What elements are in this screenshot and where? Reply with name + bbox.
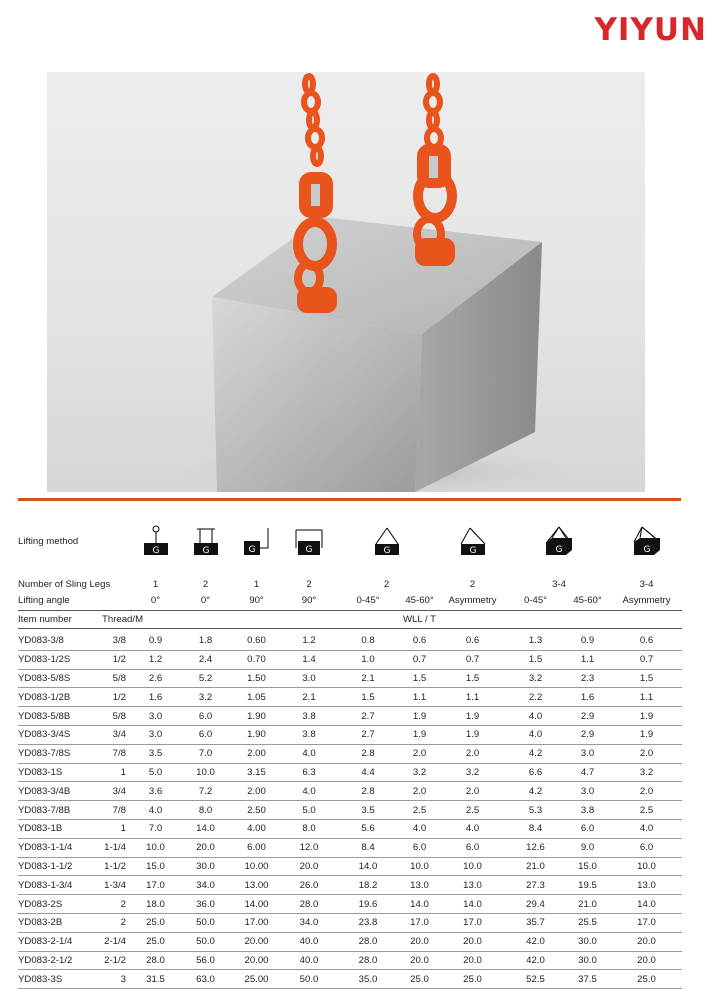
wll-cell: 42.0 (507, 932, 564, 951)
wll-cell: 4.7 (564, 763, 611, 782)
thread-cell: 7/8 (102, 744, 130, 763)
wll-cell: 3.8 (564, 801, 611, 820)
wll-cell: 17.0 (401, 913, 438, 932)
table-row (18, 819, 682, 838)
wll-cell: 1.9 (438, 725, 507, 744)
wll-cell: 50.0 (283, 970, 335, 989)
wll-cell: 19.5 (564, 876, 611, 895)
lifting-angle-value: Asymmetry (622, 594, 671, 606)
svg-text:G: G (383, 546, 391, 556)
item-number-cell: YD083-2-1/2 (18, 951, 102, 970)
thread-cell: 1-3/4 (102, 876, 130, 895)
table-row (18, 763, 682, 782)
lifting-method-label: Lifting method (18, 535, 79, 547)
wll-cell: 1.5 (335, 688, 401, 707)
sling-legs-value: 3-4 (552, 579, 566, 590)
section-divider (18, 498, 681, 501)
wll-cell: 6.0 (401, 838, 438, 857)
wll-cell: 15.0 (130, 857, 181, 876)
wll-cell: 25.0 (130, 913, 181, 932)
wll-cell: 1.4 (283, 650, 335, 669)
wll-cell: 1.9 (611, 725, 682, 744)
wll-cell: 1.9 (611, 707, 682, 726)
lifting-angle-label: Lifting angle (18, 594, 70, 606)
sling-legs-row (18, 570, 682, 590)
wll-cell: 19.6 (335, 895, 401, 914)
wll-cell: 8.0 (283, 819, 335, 838)
item-number-cell: YD083-3S (18, 970, 102, 989)
wll-cell: 2.7 (335, 725, 401, 744)
wll-cell: 40.0 (283, 951, 335, 970)
item-number-header: Item number (18, 611, 102, 629)
item-number-cell: YD083-3/4S (18, 725, 102, 744)
table-row (18, 744, 682, 763)
table-row (18, 951, 682, 970)
wll-cell: 3.2 (401, 763, 438, 782)
wll-cell: 0.6 (611, 632, 682, 650)
item-number-cell: YD083-3/4B (18, 782, 102, 801)
thread-cell: 2 (102, 913, 130, 932)
wll-cell: 6.3 (283, 763, 335, 782)
lifting-angle-value: 0-45° (356, 594, 380, 606)
wll-cell: 0.8 (335, 632, 401, 650)
thread-cell: 1/2 (102, 688, 130, 707)
wll-cell: 1.9 (401, 707, 438, 726)
wll-cell: 3.8 (283, 707, 335, 726)
brand-logo: YIYUN (594, 12, 707, 48)
table-row (18, 707, 682, 726)
wll-cell: 3.2 (611, 763, 682, 782)
thread-cell: 1-1/2 (102, 857, 130, 876)
item-number-cell: YD083-7/8S (18, 744, 102, 763)
wll-cell: 8.0 (181, 801, 230, 820)
wll-cell: 10.00 (230, 857, 283, 876)
wll-cell: 13.00 (230, 876, 283, 895)
wll-cell: 4.0 (283, 782, 335, 801)
wll-cell: 4.00 (230, 819, 283, 838)
two-leg-asymmetry-icon (438, 512, 507, 570)
sling-legs-value: 1 (152, 579, 159, 590)
table-row (18, 913, 682, 932)
wll-cell: 3.0 (564, 744, 611, 763)
wll-cell: 20.0 (611, 951, 682, 970)
wll-cell: 3.0 (130, 707, 181, 726)
wll-cell: 12.6 (507, 838, 564, 857)
wll-cell: 5.3 (507, 801, 564, 820)
wll-cell: 25.00 (230, 970, 283, 989)
wll-cell: 4.0 (507, 725, 564, 744)
thread-cell: 3/4 (102, 725, 130, 744)
table-row (18, 857, 682, 876)
item-number-cell: YD083-1/2S (18, 650, 102, 669)
table-row (18, 725, 682, 744)
wll-cell: 50.0 (181, 913, 230, 932)
wll-cell: 20.0 (438, 951, 507, 970)
thread-cell: 5/8 (102, 707, 130, 726)
wll-cell: 14.0 (181, 819, 230, 838)
wll-cell: 14.00 (230, 895, 283, 914)
wll-cell: 17.0 (438, 913, 507, 932)
wll-cell: 21.0 (507, 857, 564, 876)
thread-cell: 1/2 (102, 650, 130, 669)
lifting-angle-value: 45-60° (573, 594, 602, 606)
wll-cell: 2.8 (335, 782, 401, 801)
wll-cell: 4.2 (507, 744, 564, 763)
lifting-angle-value: Asymmetry (448, 594, 497, 606)
sling-legs-value: 2 (202, 579, 209, 590)
thread-header: Thread/M (102, 611, 181, 629)
item-number-cell: YD083-2B (18, 913, 102, 932)
thread-cell: 2 (102, 895, 130, 914)
wll-cell: 5.0 (283, 801, 335, 820)
wll-cell: 1.5 (401, 669, 438, 688)
table-row (18, 632, 682, 650)
item-number-cell: YD083-1-3/4 (18, 876, 102, 895)
table-row (18, 895, 682, 914)
wll-cell: 7.2 (181, 782, 230, 801)
wll-cell: 2.6 (130, 669, 181, 688)
lifting-point-photo-illustration (47, 72, 645, 492)
wll-cell: 5.0 (130, 763, 181, 782)
wll-cell: 1.5 (507, 650, 564, 669)
wll-cell: 35.0 (335, 970, 401, 989)
thread-cell: 1 (102, 819, 130, 838)
table-row (18, 970, 682, 989)
thread-cell: 5/8 (102, 669, 130, 688)
wll-cell: 50.0 (181, 932, 230, 951)
wll-cell: 1.0 (335, 650, 401, 669)
wll-cell: 10.0 (438, 857, 507, 876)
wll-cell: 2.2 (507, 688, 564, 707)
wll-cell: 17.00 (230, 913, 283, 932)
wll-cell: 12.0 (283, 838, 335, 857)
wll-cell: 20.0 (611, 932, 682, 951)
wll-cell: 3.0 (564, 782, 611, 801)
wll-cell: 14.0 (611, 895, 682, 914)
item-number-cell: YD083-2S (18, 895, 102, 914)
wll-cell: 42.0 (507, 951, 564, 970)
wll-cell: 35.7 (507, 913, 564, 932)
wll-cell: 10.0 (401, 857, 438, 876)
thread-cell: 7/8 (102, 801, 130, 820)
wll-cell: 10.0 (181, 763, 230, 782)
wll-cell: 2.0 (611, 782, 682, 801)
wll-cell: 36.0 (181, 895, 230, 914)
wll-cell: 56.0 (181, 951, 230, 970)
wll-cell: 3.2 (438, 763, 507, 782)
wll-cell: 10.0 (130, 838, 181, 857)
wll-cell: 2.1 (335, 669, 401, 688)
wll-cell: 3.5 (335, 801, 401, 820)
sling-legs-value: 3-4 (639, 579, 654, 590)
wll-cell: 2.1 (283, 688, 335, 707)
wll-cell: 5.6 (335, 819, 401, 838)
wll-cell: 2.7 (335, 707, 401, 726)
wll-cell: 34.0 (181, 876, 230, 895)
wll-cell: 4.2 (507, 782, 564, 801)
wll-cell: 3.15 (230, 763, 283, 782)
wll-cell: 4.0 (130, 801, 181, 820)
wll-cell: 25.5 (564, 913, 611, 932)
wll-cell: 20.00 (230, 932, 283, 951)
wll-cell: 4.0 (401, 819, 438, 838)
wll-cell: 20.0 (181, 838, 230, 857)
wll-cell: 29.4 (507, 895, 564, 914)
wll-cell: 15.0 (564, 857, 611, 876)
wll-cell: 2.50 (230, 801, 283, 820)
table-row (18, 876, 682, 895)
wll-cell: 0.60 (230, 632, 283, 650)
wll-cell: 6.0 (181, 707, 230, 726)
wll-cell: 4.0 (438, 819, 507, 838)
single-leg-vertical-icon (130, 512, 181, 570)
wll-cell: 17.0 (611, 913, 682, 932)
wll-cell: 0.7 (401, 650, 438, 669)
wll-cell: 2.5 (438, 801, 507, 820)
wll-cell: 0.6 (401, 632, 438, 650)
wll-cell: 2.0 (401, 744, 438, 763)
thread-cell: 2-1/2 (102, 951, 130, 970)
wll-cell: 1.05 (230, 688, 283, 707)
wll-cell: 0.9 (130, 632, 181, 650)
wll-cell: 31.5 (130, 970, 181, 989)
wll-cell: 28.0 (335, 932, 401, 951)
wll-cell: 13.0 (611, 876, 682, 895)
wll-cell: 52.5 (507, 970, 564, 989)
column-header-row (18, 611, 682, 629)
wll-cell: 25.0 (438, 970, 507, 989)
thread-cell: 3/4 (102, 782, 130, 801)
wll-cell: 2.5 (401, 801, 438, 820)
wll-cell: 14.0 (401, 895, 438, 914)
wll-cell: 0.7 (611, 650, 682, 669)
wll-cell: 1.3 (507, 632, 564, 650)
wll-cell: 3.0 (283, 669, 335, 688)
wll-cell: 1.6 (564, 688, 611, 707)
item-number-cell: YD083-5/8S (18, 669, 102, 688)
wll-cell: 3.5 (130, 744, 181, 763)
wll-cell: 4.0 (611, 819, 682, 838)
wll-cell: 25.0 (130, 932, 181, 951)
table-row (18, 782, 682, 801)
wll-cell: 4.4 (335, 763, 401, 782)
wll-cell: 20.0 (438, 932, 507, 951)
item-number-cell: YD083-3/8 (18, 632, 102, 650)
table-row (18, 688, 682, 707)
wll-cell: 1.5 (611, 669, 682, 688)
wll-cell: 1.8 (181, 632, 230, 650)
sling-legs-value: 2 (383, 579, 390, 590)
table-row (18, 801, 682, 820)
wll-cell: 2.8 (335, 744, 401, 763)
wll-cell: 18.2 (335, 876, 401, 895)
wll-cell: 2.0 (401, 782, 438, 801)
wll-cell: 8.4 (335, 838, 401, 857)
wll-cell: 20.00 (230, 951, 283, 970)
wll-cell: 20.0 (401, 932, 438, 951)
wll-cell: 3.2 (507, 669, 564, 688)
wll-cell: 1.6 (130, 688, 181, 707)
product-photo (47, 72, 645, 492)
wll-cell: 1.9 (438, 707, 507, 726)
thread-cell: 3 (102, 970, 130, 989)
wll-cell: 14.0 (438, 895, 507, 914)
wll-cell: 28.0 (335, 951, 401, 970)
wll-cell: 63.0 (181, 970, 230, 989)
lifting-angle-value: 45-60° (405, 594, 434, 606)
wll-cell: 1.2 (283, 632, 335, 650)
wll-cell: 27.3 (507, 876, 564, 895)
sling-legs-value: 2 (306, 579, 312, 590)
thread-cell: 1-1/4 (102, 838, 130, 857)
single-leg-90-icon (230, 512, 283, 570)
sling-legs-value: 1 (253, 579, 260, 590)
thread-cell: 1 (102, 763, 130, 782)
wll-cell: 6.0 (564, 819, 611, 838)
wll-cell: 1.9 (401, 725, 438, 744)
sling-legs-value: 2 (469, 579, 476, 590)
wll-cell: 3.2 (181, 688, 230, 707)
wll-cell: 30.0 (564, 932, 611, 951)
lifting-angle-value: 90° (301, 594, 317, 606)
wll-cell: 1.1 (438, 688, 507, 707)
svg-text:G: G (469, 546, 477, 556)
wll-cell: 1.90 (230, 707, 283, 726)
two-leg-vertical-icon (181, 512, 230, 570)
sling-legs-label: Number of Sling Legs (18, 579, 111, 590)
wll-cell: 2.0 (438, 782, 507, 801)
wll-cell: 7.0 (181, 744, 230, 763)
wll-cell: 1.2 (130, 650, 181, 669)
wll-cell: 3.0 (130, 725, 181, 744)
wll-cell: 28.0 (283, 895, 335, 914)
wll-cell: 17.0 (130, 876, 181, 895)
svg-text:G: G (248, 545, 256, 555)
two-leg-angled-icon (335, 512, 438, 570)
four-leg-angled-icon (507, 512, 611, 570)
lifting-angle-value: 0° (200, 594, 211, 606)
svg-text:G: G (555, 545, 563, 555)
wll-cell: 2.0 (611, 744, 682, 763)
wll-cell: 28.0 (130, 951, 181, 970)
wll-cell: 30.0 (181, 857, 230, 876)
thread-cell: 3/8 (102, 632, 130, 650)
lifting-angle-value: 0° (150, 594, 161, 606)
lifting-method-row (18, 512, 682, 570)
table-row (18, 932, 682, 951)
wll-cell: 6.00 (230, 838, 283, 857)
wll-cell: 0.6 (438, 632, 507, 650)
item-number-cell: YD083-7/8B (18, 801, 102, 820)
wll-cell: 2.9 (564, 707, 611, 726)
wll-cell: 40.0 (283, 932, 335, 951)
item-number-cell: YD083-2-1/4 (18, 932, 102, 951)
wll-cell: 1.90 (230, 725, 283, 744)
item-number-cell: YD083-1S (18, 763, 102, 782)
wll-cell: 1.50 (230, 669, 283, 688)
wll-cell: 2.5 (611, 801, 682, 820)
wll-cell: 6.0 (611, 838, 682, 857)
svg-text:G: G (202, 546, 210, 556)
table-row (18, 838, 682, 857)
wll-spec-table (18, 512, 682, 989)
wll-cell: 5.2 (181, 669, 230, 688)
wll-cell: 1.1 (564, 650, 611, 669)
wll-cell: 34.0 (283, 913, 335, 932)
lifting-angle-value: 90° (249, 594, 264, 606)
wll-cell: 2.3 (564, 669, 611, 688)
lifting-angle-value: 0-45° (523, 594, 548, 606)
wll-cell: 25.0 (611, 970, 682, 989)
wll-cell: 2.0 (438, 744, 507, 763)
wll-cell: 1.1 (611, 688, 682, 707)
item-number-cell: YD083-1-1/2 (18, 857, 102, 876)
table-row (18, 669, 682, 688)
wll-cell: 9.0 (564, 838, 611, 857)
svg-text:G: G (305, 545, 313, 555)
wll-cell: 0.7 (438, 650, 507, 669)
wll-cell: 2.4 (181, 650, 230, 669)
wll-cell: 13.0 (438, 876, 507, 895)
wll-cell: 7.0 (130, 819, 181, 838)
wll-header: WLL / T (401, 611, 438, 629)
wll-cell: 20.0 (283, 857, 335, 876)
wll-cell: 26.0 (283, 876, 335, 895)
wll-cell: 23.8 (335, 913, 401, 932)
wll-cell: 0.70 (230, 650, 283, 669)
wll-cell: 0.9 (564, 632, 611, 650)
wll-cell: 2.9 (564, 725, 611, 744)
svg-text:G: G (152, 546, 160, 556)
wll-cell: 3.6 (130, 782, 181, 801)
lifting-angle-row (18, 590, 682, 611)
wll-cell: 20.0 (401, 951, 438, 970)
wll-cell: 13.0 (401, 876, 438, 895)
svg-text:G: G (643, 545, 651, 555)
wll-cell: 1.1 (401, 688, 438, 707)
wll-cell: 4.0 (283, 744, 335, 763)
wll-cell: 30.0 (564, 951, 611, 970)
wll-cell: 10.0 (611, 857, 682, 876)
wll-cell: 21.0 (564, 895, 611, 914)
wll-cell: 37.5 (564, 970, 611, 989)
item-number-cell: YD083-1B (18, 819, 102, 838)
wll-cell: 6.0 (438, 838, 507, 857)
item-number-cell: YD083-1-1/4 (18, 838, 102, 857)
item-number-cell: YD083-5/8B (18, 707, 102, 726)
thread-cell: 2-1/4 (102, 932, 130, 951)
four-leg-asymmetry-icon (611, 512, 682, 570)
wll-cell: 8.4 (507, 819, 564, 838)
item-number-cell: YD083-1/2B (18, 688, 102, 707)
table-row (18, 650, 682, 669)
wll-cell: 1.5 (438, 669, 507, 688)
wll-cell: 6.0 (181, 725, 230, 744)
wll-cell: 2.00 (230, 744, 283, 763)
wll-cell: 6.6 (507, 763, 564, 782)
wll-cell: 3.8 (283, 725, 335, 744)
two-leg-90-icon (283, 512, 335, 570)
wll-cell: 18.0 (130, 895, 181, 914)
wll-cell: 4.0 (507, 707, 564, 726)
wll-cell: 25.0 (401, 970, 438, 989)
wll-cell: 2.00 (230, 782, 283, 801)
wll-cell: 14.0 (335, 857, 401, 876)
